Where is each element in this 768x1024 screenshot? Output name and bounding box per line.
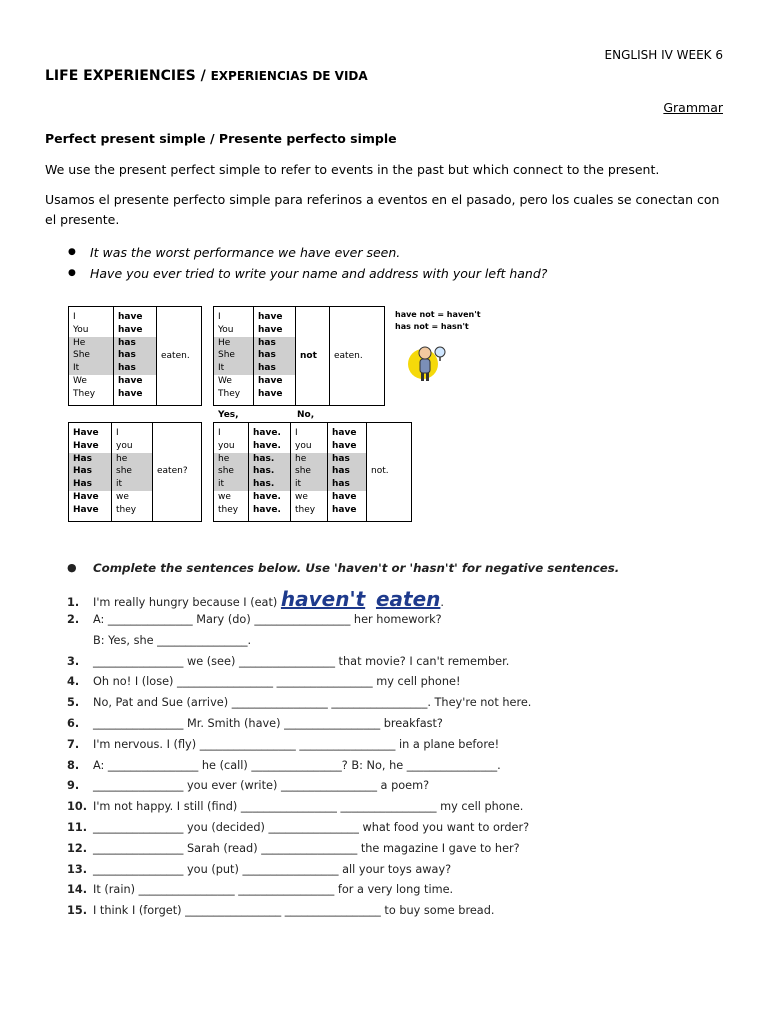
aux-column: Have Have Has Has Has Have Have [69, 423, 112, 522]
exercise-item: 8. A: ________________ he (call) ________________? B: No, he ________________. [67, 758, 501, 772]
exercise-item: 3. ________________ we (see) _________________ that movie? I can't remember. [67, 654, 510, 668]
pronoun-column: I You He She It We They [214, 307, 254, 406]
example-item: ● Have you ever tried to write your name and address with your left hand? [68, 263, 547, 284]
yes-label: Yes, [218, 410, 239, 420]
pronoun-column: I you he she it we they [112, 423, 153, 522]
handwritten-answer: haven't [280, 587, 366, 611]
exercise-item: 6. ________________ Mr. Smith (have) _________________ breakfast? [67, 716, 443, 730]
aux-column: have have has has has have have [114, 307, 157, 406]
exercise-item: 12. ________________ Sarah (read) _________________ the magazine I gave to her? [67, 841, 520, 855]
aux-column: have have has has has have have [254, 307, 296, 406]
exercise-item: 4. Oh no! I (lose) _________________ _________________ my cell phone! [67, 675, 461, 689]
contraction-note: have not = haven't has not = hasn't [395, 310, 481, 331]
not-cell: not. [367, 423, 412, 522]
exercise-item: 10. I'm not happy. I still (find) _________________ _________________ my cell phone. [67, 800, 524, 814]
negative-table [213, 306, 385, 406]
short-answers-table [213, 422, 412, 522]
paragraph-english: We use the present perfect simple to refer to events in the past but which connect to the present. [45, 162, 660, 177]
yes-pronoun-column: I you he she it we they [214, 423, 249, 522]
exercise-item: 5. No, Pat and Sue (arrive) _________________ _________________. They're not here. [67, 696, 532, 710]
pronoun-column: I You He She It We They [69, 307, 114, 406]
grammar-label: Grammar [663, 100, 723, 115]
no-aux-column: have have has has has have have [328, 423, 367, 522]
verb-cell: eaten? [153, 423, 202, 522]
exercise-item: B: Yes, she ________________. [93, 633, 252, 647]
verb-cell: eaten. [330, 307, 385, 406]
title-sub: EXPERIENCIAS DE VIDA [210, 69, 368, 83]
exercise-item: 1. I'm really hungry because I (eat) haven't eaten. [67, 587, 444, 611]
cartoon-person-icon [405, 340, 449, 384]
verb-cell: eaten. [157, 307, 202, 406]
example-list [68, 242, 547, 284]
exercise-item: 15. I think I (forget) _________________ _________________ to buy some bread. [67, 904, 495, 918]
paragraph-spanish: Usamos el presente perfecto simple para referinos a eventos en el pasado, pero los cuales se conectan con el presente. [45, 192, 720, 227]
no-pronoun-column: I you he she it we they [291, 423, 328, 522]
yes-aux-column: have. have. has. has. has. have. have. [249, 423, 291, 522]
example-item: ● It was the worst performance we have ever seen. [68, 242, 547, 263]
exercise [67, 561, 727, 925]
exercise-item: 2. A: _______________ Mary (do) _________________ her homework? [67, 613, 442, 626]
affirmative-table [68, 306, 202, 406]
not-cell: not [296, 307, 330, 406]
course-label: ENGLISH IV WEEK 6 [604, 48, 723, 62]
title-main: LIFE EXPERIENCIES / [45, 68, 211, 84]
exercise-item: 14. It (rain) _________________ _________________ for a very long time. [67, 883, 454, 897]
page-title [45, 68, 368, 84]
exercise-instruction: ● Complete the sentences below. Use 'haven't or 'hasn't' for negative sentences. [67, 561, 727, 575]
handwritten-answer: eaten [375, 587, 441, 611]
exercise-item: 9. ________________ you ever (write) _________________ a poem? [67, 779, 430, 793]
section-title: Perfect present simple / Presente perfecto simple [45, 131, 397, 146]
question-table [68, 422, 202, 522]
exercise-item: 7. I'm nervous. I (fly) _________________ _________________ in a plane before! [67, 737, 500, 751]
exercise-item: 11. ________________ you (decided) ________________ what food you want to order? [67, 820, 530, 834]
exercise-item: 13. ________________ you (put) _________________ all your toys away? [67, 862, 452, 876]
no-label: No, [297, 410, 315, 420]
